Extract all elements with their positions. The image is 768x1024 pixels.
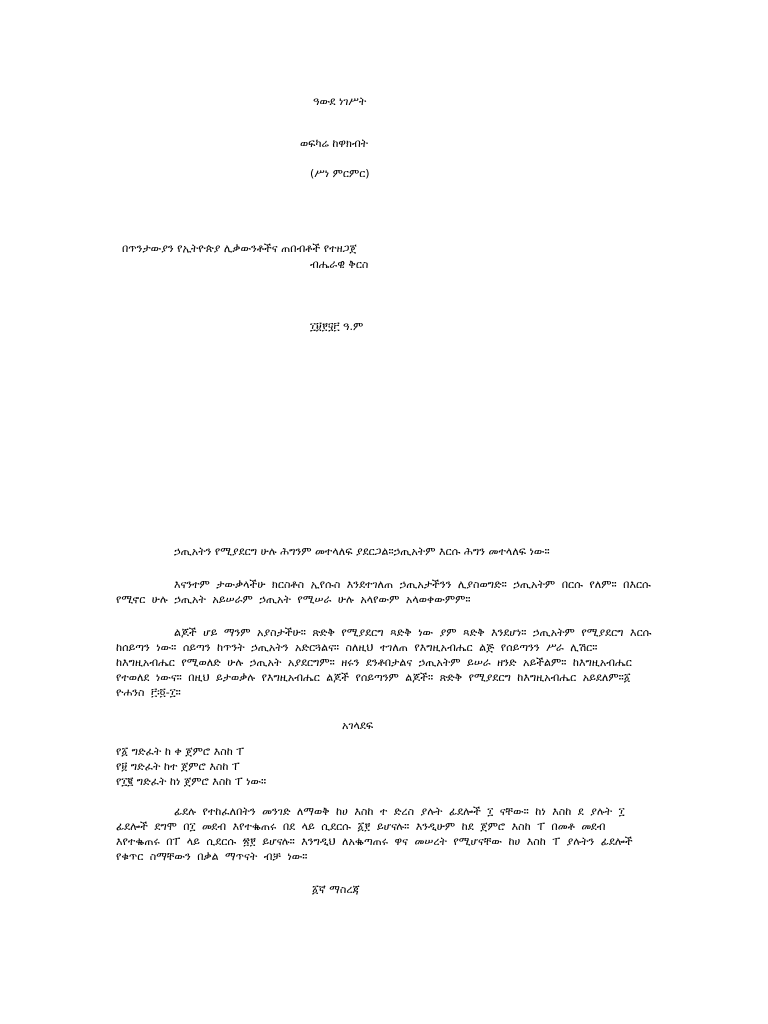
section-subheading: አገላደፍ	[342, 719, 374, 732]
list-item: የ፱ ግድፈት ከተ ጀምሮ እስከ ፐ	[116, 760, 240, 773]
rule-list	[116, 744, 266, 789]
section-footer-heading: ፩ኛ ማስረጃ	[312, 883, 360, 896]
paragraph-3-first-line: ልጆች ሆይ ማንም አያስታችሁ። ጽድቅ የሚያደርግ ጻድቅ ነው ያም ጻድቅ እንደሆነ። ኃጢአትም	[174, 626, 575, 639]
paragraph-3	[116, 625, 652, 700]
book-genre: (ሥነ ምርምር)	[310, 167, 370, 180]
authors-line: በጥንታውያን የኢትዮጵያ ሊቃውንቶችና ጠበብቶች የተዘጋጀ	[122, 242, 357, 255]
paragraph-2-first-line: እናንተም ታውቃላችሁ ክርስቶስ ኢየሱስ እንደተገለጠ ኃጢአታችንን ሊያስወግድ። ኃጢአትም በርሱ	[174, 578, 583, 591]
publication-year: ፲፱፻፶፫ ዓ.ም	[310, 320, 364, 333]
heritage-line: ብሔራዊ ቅርስ	[310, 258, 369, 271]
paragraph-3-rest: የሚያደርግ እርሱ ከሰይጣን ነው። ሰይጣን ከጥንት ኃጢአትን አድርጓልና። ስለዚህ ተገለጠ የእግዚአብሔር ልጅ የሰይጣንን ሥራ ሊሽር። ከእግዚአብሔር የሚወለድ ሁሉ ኃጢአት አያደርግም። ዘሩን ደንቶበታልና ኃጢአትም ይሠራ ዘንድ አይችልም። ከእግዚአብሔር የተወለደ ነውና። በዚህ ይታወቃሉ የእግዚአብሔር ልጆች የሰይጣንም ልጆች። ጽድቅ የሚያደርግ ከእግዚአብሔር አይደለም።፩ ዮሐንስ ፫፡፬-፲።	[116, 626, 652, 699]
paragraph-4-rest: ያሉት ፲ ፊደሎች ደግሞ በ፲ መደብ እየተቈጠሩ በደ ላይ ሲደርሱ ፩፻ ይሆናሉ። እንዲሁም ከደ ጀምሮ እስከ ፐ በመቶ መደብ እየተቈጠሩ በፐ ላይ ሲደርሱ ፳፻ ይሆናሉ። እንግዲህ ለአቈጣጠሩ ዋና መሠረት የሚሆናቸው ከሀ እስከ ፐ ያሉትን ፊደሎች የቁጥር ስማቸውን በቃል ማጥናት ብቻ ነው።	[116, 805, 633, 863]
paragraph-4	[116, 804, 652, 864]
paragraph-1: ኃጢአትን የሚያደርግ ሁሉ ሕግንም መተላለፍ ያደርጋል።ኃጢአትም እርሱ ሕግን መተላለፍ ነው።	[174, 545, 550, 558]
paragraph-2	[116, 577, 652, 607]
paragraph-2-rest: የለም። በእርሱ የሚኖር ሁሉ ኃጢአት አይሠራም ኃጢአት የሚሠራ ሁሉ አላየውም አላወቀውምም።	[116, 578, 651, 606]
list-item: የ፲፪ ግድፈት ከነ ጀምሮ እስከ ፐ ነው።	[116, 775, 267, 788]
book-subtitle: ወፍካሬ ከዋክብት	[300, 137, 369, 150]
paragraph-4-first-line: ፊደሉ የተከፈለበትን መንገድ ለማወቅ ከሀ እስከ ተ ድረስ ያሉት ፊደሎች ፲ ናቸው። ከነ እስከ ደ	[174, 805, 584, 818]
book-title: ዓውደ ነገሥት	[313, 95, 367, 108]
list-item: የ፩ ግድፈት ከ ቀ ጀምሮ እስከ ፐ	[116, 745, 245, 758]
